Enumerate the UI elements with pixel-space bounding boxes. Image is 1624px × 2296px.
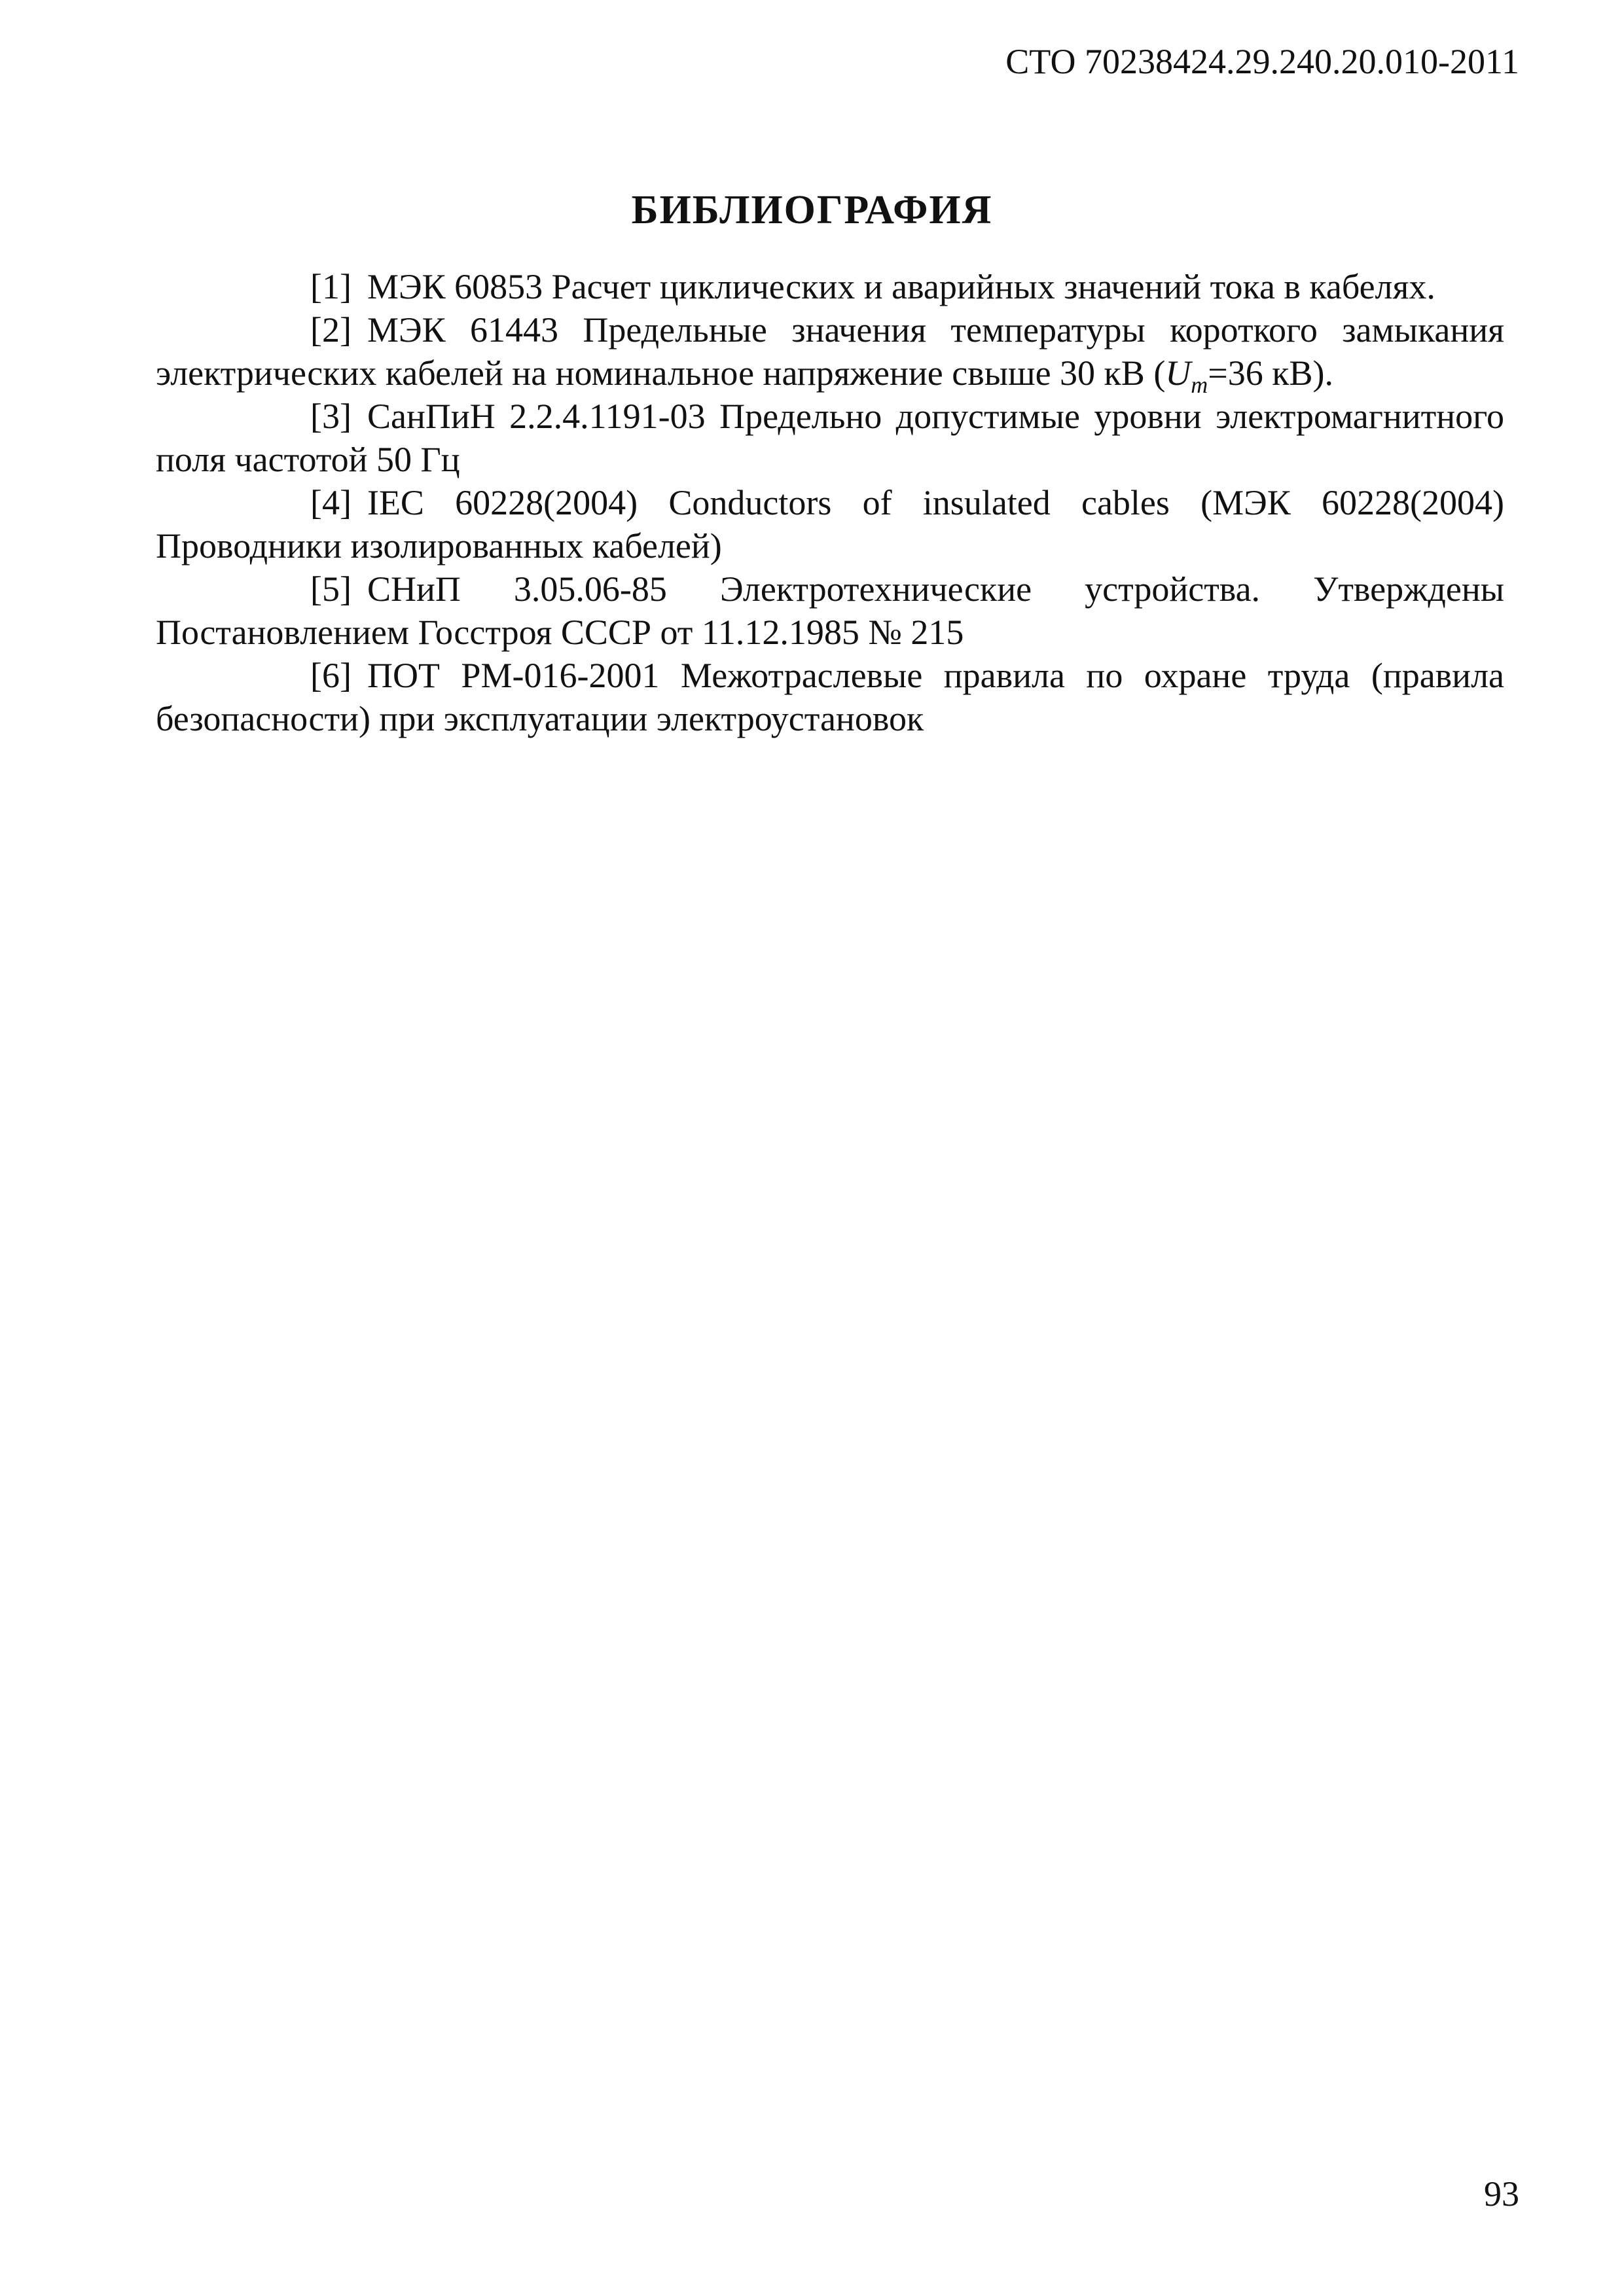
page-title: БИБЛИОГРАФИЯ — [631, 188, 993, 232]
bibliography-entry-5 — [156, 567, 1504, 654]
entry-number: [1] — [310, 267, 352, 306]
bibliography-entry-1 — [156, 265, 1504, 308]
bibliography-entry-2 — [156, 308, 1504, 398]
entry-text-after: =36 кВ). — [1208, 353, 1333, 393]
entry-text: МЭК 60853 Расчет циклических и аварийных значений тока в кабелях. — [367, 267, 1435, 306]
bibliography-entry-4 — [156, 481, 1504, 567]
entry-number: [5] — [310, 569, 352, 609]
entry-number: [6] — [310, 656, 352, 695]
formula-subscript: m — [1191, 371, 1208, 398]
bibliography-list — [156, 265, 1504, 740]
entry-text: СНиП 3.05.06-85 Электротехнические устройства. Утверждены Постановлением Госстроя СССР от 11.12.1985 № 215 — [156, 569, 1504, 652]
bibliography-entry-6 — [156, 654, 1504, 740]
entry-text: ПОТ РМ-016-2001 Межотраслевые правила по охране труда (правила безопасности) при эксплуатации электроустановок — [156, 656, 1504, 738]
entry-number: [3] — [310, 397, 352, 436]
formula-variable: $U_m$ — [1165, 353, 1208, 398]
entry-text: IEC 60228(2004) Conductors of insulated cables (МЭК 60228(2004) Проводники изолированных кабелей) — [156, 483, 1504, 565]
entry-number: [4] — [310, 483, 352, 522]
page-number: 93 — [1484, 2174, 1519, 2214]
bibliography-entry-3 — [156, 395, 1504, 481]
entry-number: [2] — [310, 310, 352, 350]
entry-text: СанПиН 2.2.4.1191-03 Предельно допустимые уровни электромагнитного поля частотой 50 Гц — [156, 397, 1504, 479]
document-code: СТО 70238424.29.240.20.010-2011 — [1005, 42, 1519, 81]
entry-text: МЭК 61443 Предельные значения температуры короткого замыкания электрических кабелей на номинальное напряжение свыше 30 кВ ( — [156, 310, 1504, 393]
